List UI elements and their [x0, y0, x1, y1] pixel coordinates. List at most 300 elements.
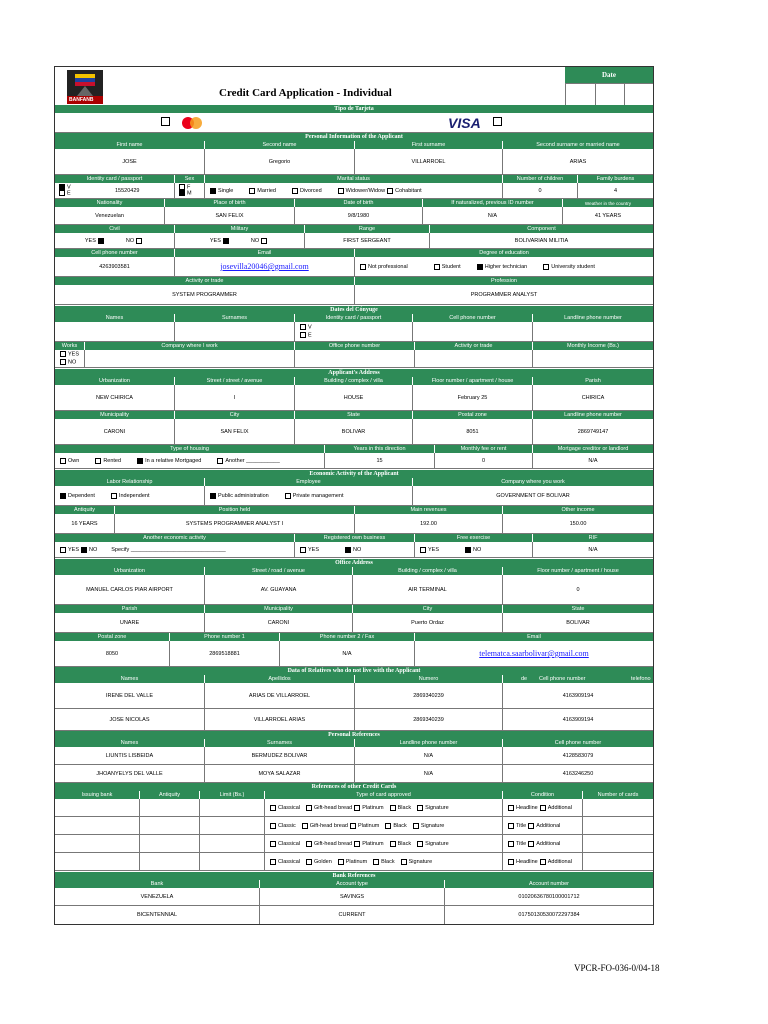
h-office-phone1: Phone number 1 [170, 633, 280, 641]
housing-relative-checkbox[interactable] [137, 458, 143, 464]
h-ref-landline: Landline phone number [355, 739, 503, 747]
h-cr-cards: Number of cards [597, 792, 639, 798]
independent-checkbox[interactable] [111, 493, 117, 499]
cr-cond-1-checkbox[interactable] [508, 805, 514, 811]
h-nationality: Nationality [55, 199, 165, 207]
h-dob: Date of birth [295, 199, 423, 207]
h-landline: Landline phone number [564, 412, 622, 418]
relative-number[interactable]: 2869340239 [355, 683, 503, 708]
h-rel-telefono: telefono [631, 676, 651, 682]
h-office-municipality: Municipality [205, 605, 353, 613]
date-year-field[interactable] [624, 83, 653, 105]
h-mortgage: Mortgage creditor or landlord [557, 446, 629, 452]
housing-own-checkbox[interactable] [60, 458, 66, 464]
postal-field[interactable]: 8051 [413, 419, 533, 444]
cr-type-4-label: Black [393, 822, 407, 829]
children-field[interactable]: 0 [503, 183, 578, 198]
company-field[interactable]: GOVERNMENT OF BOLIVAR [496, 492, 570, 499]
h-office-street: Street / road / avenue [205, 567, 353, 575]
edu-university-checkbox[interactable] [543, 264, 549, 270]
years-field[interactable]: 15 [325, 453, 435, 468]
h-spouse-surnames: Surnames [175, 314, 295, 322]
bank-ref-row [55, 888, 653, 906]
housing-relative-label: In a relative Mortgaged [145, 457, 202, 464]
relative-cell[interactable]: 4163909194 [562, 692, 594, 699]
naturalized-field[interactable]: N/A [423, 207, 563, 224]
credit-refs-header [55, 791, 653, 799]
spouse-office-phone-field[interactable] [295, 350, 415, 367]
office-row-2 [55, 613, 653, 633]
h-rel-de: de [521, 676, 528, 682]
free-no-checkbox[interactable] [465, 547, 471, 553]
cr-cond-2-label: Additional [547, 858, 572, 865]
h-office-parish: Parish [55, 605, 205, 613]
h-cr-limit: Limit (Bs.) [200, 791, 265, 799]
rif-field[interactable]: N/A [588, 546, 598, 553]
h-parish: Parish [585, 378, 601, 384]
spouse-id-e-label: E [308, 331, 312, 338]
h-office-building: Building / complex / villa [353, 567, 503, 575]
edu-not-professional-checkbox[interactable] [360, 264, 366, 270]
section-address: Applicant's Address [55, 369, 653, 377]
economic-header-1 [55, 478, 653, 486]
relative-number[interactable]: 2869340239 [355, 709, 503, 730]
spouse-surnames-field[interactable] [175, 322, 295, 341]
second-name-field[interactable]: Gregorio [205, 149, 355, 174]
sex-m-label: M [187, 190, 192, 197]
h-first-name: First name [55, 141, 205, 149]
h-spouse-activity: Activity or trade [415, 342, 533, 350]
address-header-3 [55, 445, 653, 453]
cr-type-5-label: Signature [425, 804, 449, 811]
id-number-field[interactable]: 15520429 [115, 188, 140, 194]
birthplace-field[interactable]: SAN FELIX [165, 207, 295, 224]
personal-row-3 [55, 207, 653, 225]
cr-cards-field[interactable] [583, 835, 653, 852]
h-bank: Bank [55, 880, 260, 888]
cr-type-3-label: Platinum [362, 840, 384, 847]
h-military: Military [175, 225, 305, 233]
h-office-state: State [571, 606, 585, 612]
reference-row [55, 747, 653, 765]
personal-row-1 [55, 149, 653, 175]
cr-type-3-label: Platinum [345, 858, 368, 865]
office-floor-field[interactable]: 0 [576, 586, 580, 593]
fee-field[interactable]: 0 [435, 453, 533, 468]
mastercard-logo [179, 117, 205, 131]
cr-type-4-label: Black [381, 858, 395, 865]
spouse-landline-field[interactable] [533, 322, 653, 341]
relative-cell[interactable]: 4163909194 [562, 716, 594, 723]
cell-field[interactable]: 4263903581 [55, 257, 175, 276]
cr-cond-2-label: Additional [536, 822, 561, 829]
cr-antiquity-field[interactable] [140, 817, 200, 834]
edu-student-checkbox[interactable] [434, 264, 440, 270]
h-other-income: Other income [561, 507, 595, 513]
h-spouse-company: Company where I work [85, 342, 295, 350]
cr-type-2-checkbox[interactable] [302, 823, 308, 829]
cr-limit-field[interactable] [200, 853, 265, 870]
antiquity-field[interactable]: 16 YEARS [55, 514, 115, 533]
dependent-checkbox[interactable] [60, 493, 66, 499]
office-building-field[interactable]: AIR TERMINAL [353, 575, 503, 604]
cr-type-4-checkbox[interactable] [385, 823, 391, 829]
marital-divorced-checkbox[interactable] [292, 188, 298, 194]
private-mgmt-label: Private management [292, 492, 344, 499]
h-office-postal: Postal zone [55, 633, 170, 641]
cr-antiquity-field[interactable] [140, 799, 200, 816]
floor-field[interactable]: February 25 [413, 385, 533, 410]
component-field[interactable]: BOLIVARIAN MILITIA [514, 237, 569, 244]
section-economic: Economic Activity of the Applicant [55, 470, 653, 478]
works-yes-label: YES [68, 351, 80, 358]
h-ref-surnames: Surnames [205, 739, 355, 747]
section-spouse: Dates del Cónyuge [55, 306, 653, 314]
spouse-company-field[interactable] [85, 350, 295, 367]
works-yes-checkbox[interactable] [60, 351, 66, 357]
cr-type-4-label: Black [397, 840, 412, 847]
spouse-names-field[interactable] [55, 322, 175, 341]
office-email-link[interactable]: telematca.saarbolivar@gmail.com [479, 649, 589, 658]
military-no-label: NO [250, 237, 260, 244]
military-yes-checkbox[interactable] [223, 238, 229, 244]
cr-limit-field[interactable] [200, 835, 265, 852]
cr-type-1-checkbox[interactable] [270, 841, 276, 847]
reference-landline[interactable]: N/A [355, 765, 503, 782]
cr-type-5-checkbox[interactable] [413, 823, 419, 829]
mortgage-field[interactable]: N/A [588, 457, 598, 464]
h-spouse-cell: Cell phone number [413, 314, 533, 322]
spouse-cell-field[interactable] [413, 322, 533, 341]
cr-cond-1-checkbox[interactable] [508, 841, 514, 847]
cr-type-3-checkbox[interactable] [354, 805, 360, 811]
civil-yes-checkbox[interactable] [98, 238, 104, 244]
military-no-checkbox[interactable] [261, 238, 267, 244]
housing-rented-label: Rented [103, 457, 122, 464]
office-phone2-field[interactable]: N/A [280, 641, 415, 666]
free-yes-checkbox[interactable] [420, 547, 426, 553]
cr-type-2-checkbox[interactable] [306, 841, 312, 847]
h-municipality: Municipality [55, 411, 175, 419]
cr-bank-field[interactable] [55, 799, 140, 816]
cr-cond-2-checkbox[interactable] [528, 841, 534, 847]
cr-type-2-label: Gift-head bread [314, 840, 353, 847]
public-admin-checkbox[interactable] [210, 493, 216, 499]
office-state-field[interactable]: BOLIVAR [566, 619, 590, 626]
office-postal-field[interactable]: 8050 [55, 641, 170, 666]
h-cell: Cell phone number [55, 249, 175, 257]
spouse-id-v-label: V [308, 324, 312, 331]
housing-another-checkbox[interactable] [217, 458, 223, 464]
cr-bank-field[interactable] [55, 835, 140, 852]
h-weather: Weather in the country [584, 200, 632, 206]
cr-type-1-label: Classical [278, 840, 301, 847]
cr-cond-2-checkbox[interactable] [540, 805, 546, 811]
office-parish-field[interactable]: UNARE [55, 613, 205, 632]
marital-single-label: Single [218, 187, 234, 194]
section-office: Office Address [55, 559, 653, 567]
mastercard-checkbox[interactable] [161, 117, 170, 126]
reference-cell[interactable]: 4163246250 [562, 770, 594, 777]
cr-type-2-checkbox[interactable] [306, 859, 312, 865]
cr-type-5-checkbox[interactable] [417, 805, 423, 811]
h-spouse-names: Names [55, 314, 175, 322]
edu-not-professional-label: Not professional [368, 263, 408, 270]
landline-field[interactable]: 2869749147 [577, 428, 609, 435]
bank-name[interactable]: VENEZUELA [55, 888, 260, 905]
reference-name[interactable]: JHOANYELYS DEL VALLE [55, 765, 205, 782]
reference-name[interactable]: LIUNTIS LISBEIDA [55, 747, 205, 764]
cr-cond-2-checkbox[interactable] [540, 859, 546, 865]
personal-row-6 [55, 285, 653, 305]
account-type[interactable]: SAVINGS [260, 888, 445, 905]
specify-field[interactable]: Specify _______________________________ [111, 546, 226, 553]
revenue-field[interactable]: 192.00 [355, 514, 503, 533]
cr-type-4-label: Black [397, 804, 412, 811]
profession-field[interactable]: PROGRAMMER ANALYST [470, 291, 538, 298]
cr-type-3-checkbox[interactable] [354, 841, 360, 847]
h-company: Company where you work [501, 479, 565, 485]
marital-divorced-label: Divorced [299, 187, 322, 194]
spouse-row-1 [55, 322, 653, 342]
marital-cohabitant-label: Cohabitant [395, 187, 422, 194]
h-registered: Registered own business [295, 534, 415, 542]
another-yes-checkbox[interactable] [60, 547, 66, 553]
office-city-field[interactable]: Puerto Ordaz [353, 613, 503, 632]
cr-type-1-checkbox[interactable] [270, 805, 276, 811]
spouse-id-v-checkbox[interactable] [300, 324, 306, 330]
independent-label: Independent [118, 492, 150, 499]
h-position: Position held [115, 506, 355, 514]
section-bank-refs: Bank References [55, 872, 653, 880]
civil-no-checkbox[interactable] [136, 238, 142, 244]
h-office-phone2: Phone number 2 / Fax [280, 633, 415, 641]
h-building: Building / complex / villa [295, 377, 413, 385]
marital-cohabitant-checkbox[interactable] [387, 188, 393, 194]
relative-name[interactable]: JOSE NICOLAS [55, 709, 205, 730]
economic-header-3 [55, 534, 653, 542]
id-v-checkbox[interactable] [59, 184, 65, 190]
id-e-checkbox[interactable] [59, 190, 65, 196]
page-title: Credit Card Application - Individual [219, 87, 392, 99]
edu-higher-tech-label: Higher technician [484, 263, 528, 270]
cr-type-5-checkbox[interactable] [401, 859, 407, 865]
cr-cards-field[interactable] [583, 799, 653, 816]
civil-yes-label: YES [84, 237, 96, 244]
reference-surname[interactable]: BERMUDEZ BOLIVAR [205, 747, 355, 764]
relative-row [55, 683, 653, 709]
cr-bank-field[interactable] [55, 817, 140, 834]
credit-ref-row [55, 853, 653, 871]
range-field[interactable]: FIRST SERGEANT [305, 233, 430, 248]
h-ref-names: Names [55, 739, 205, 747]
cr-type-5-label: Signature [420, 822, 445, 829]
reference-cell[interactable]: 4128583079 [562, 752, 594, 759]
position-field[interactable]: SYSTEMS PROGRAMMER ANALYST I [115, 514, 355, 533]
spouse-id-e-checkbox[interactable] [300, 332, 306, 338]
marital-single-checkbox[interactable] [210, 188, 216, 194]
relatives-header [55, 675, 653, 683]
form-code: VPCR-FO-036-0/04-18 [574, 963, 660, 973]
h-revenue: Main revenues [355, 506, 503, 514]
relative-surname[interactable]: ARIAS DE VILLARROEL [205, 683, 355, 708]
first-surname-field[interactable]: VILLARROEL [355, 149, 503, 174]
cr-type-4-checkbox[interactable] [390, 841, 396, 847]
relative-surname[interactable]: VILLARROEL ARIAS [205, 709, 355, 730]
office-street-field[interactable]: AV. GUAYANA [205, 575, 353, 604]
building-field[interactable]: HOUSE [295, 385, 413, 410]
office-municipality-field[interactable]: CARONI [205, 613, 353, 632]
reference-landline[interactable]: N/A [355, 747, 503, 764]
urbanization-field[interactable]: NEW CHIRICA [55, 385, 175, 410]
date-day-field[interactable] [565, 83, 595, 105]
family-field[interactable]: 4 [613, 187, 618, 194]
free-no-label: NO [473, 546, 482, 553]
cr-type-1-checkbox[interactable] [270, 823, 276, 829]
private-mgmt-checkbox[interactable] [285, 493, 291, 499]
cr-cond-1-checkbox[interactable] [508, 859, 514, 865]
cr-cond-1-label: Title [516, 822, 527, 829]
h-spouse-income: Monthly Income (Bs.) [567, 343, 619, 349]
email-link[interactable]: josevilla20046@gmail.com [220, 262, 309, 271]
cr-type-4-checkbox[interactable] [390, 805, 396, 811]
activity-field[interactable]: SYSTEM PROGRAMMER [55, 285, 355, 304]
cr-bank-field[interactable] [55, 853, 140, 870]
cr-type-5-label: Signature [425, 840, 449, 847]
personal-header-4 [55, 225, 653, 233]
h-cr-type: Type of card approved [265, 791, 503, 799]
spouse-header-1 [55, 314, 653, 322]
marital-married-checkbox[interactable] [249, 188, 255, 194]
parish-field[interactable]: CHIRICA [581, 394, 605, 401]
h-birthplace: Place of birth [165, 199, 295, 207]
section-card-type: Tipo de Tarjeta [55, 105, 653, 113]
cr-type-2-checkbox[interactable] [306, 805, 312, 811]
cr-cards-field[interactable] [583, 853, 653, 870]
marital-married-label: Married [257, 187, 276, 194]
cr-type-1-label: Classical [278, 858, 301, 865]
office-header-2 [55, 605, 653, 613]
military-yes-label: YES [209, 237, 221, 244]
other-income-field[interactable]: 150.00 [569, 520, 587, 527]
registered-no-checkbox[interactable] [345, 547, 351, 553]
h-urbanization: Urbanization [55, 377, 175, 385]
h-second-surname: Second surname or married name [536, 142, 620, 148]
bank-logo [67, 70, 103, 104]
h-housing: Type of housing [55, 445, 325, 453]
works-no-checkbox[interactable] [60, 359, 66, 365]
h-works: Works [55, 342, 85, 350]
cr-cards-field[interactable] [583, 817, 653, 834]
cr-antiquity-field[interactable] [140, 835, 200, 852]
sex-f-checkbox[interactable] [179, 184, 185, 190]
h-account-number: Account number [528, 881, 570, 887]
cr-type-3-checkbox[interactable] [338, 859, 344, 865]
economic-row-3 [55, 542, 653, 558]
sex-m-checkbox[interactable] [179, 190, 185, 196]
date-box [565, 67, 653, 105]
date-month-field[interactable] [595, 83, 624, 105]
economic-header-2 [55, 506, 653, 514]
h-cr-antiquity: Antiquity [140, 791, 200, 799]
cr-type-3-label: Platinum [362, 804, 384, 811]
registered-yes-checkbox[interactable] [300, 547, 306, 553]
bank-ref-row [55, 906, 653, 924]
cr-limit-field[interactable] [200, 799, 265, 816]
registered-yes-label: YES [308, 546, 320, 553]
spouse-income-field[interactable] [533, 350, 653, 367]
cr-type-1-checkbox[interactable] [270, 859, 276, 865]
h-free: Free exercise [415, 534, 533, 542]
street-field[interactable]: I [175, 385, 295, 410]
bank-name[interactable]: BICENTENNIAL [55, 906, 260, 924]
another-yes-label: YES [68, 546, 80, 553]
housing-rented-checkbox[interactable] [95, 458, 101, 464]
office-urbanization-field[interactable]: MANUEL CARLOS PIAR AIRPORT [55, 575, 205, 604]
h-children: Number of children [503, 175, 578, 183]
cr-type-5-checkbox[interactable] [417, 841, 423, 847]
h-activity: Activity or trade [55, 277, 355, 285]
marital-widow-checkbox[interactable] [338, 188, 344, 194]
cr-cond-2-checkbox[interactable] [528, 823, 534, 829]
h-rel-number: Numero [355, 675, 503, 683]
account-type[interactable]: CURRENT [260, 906, 445, 924]
account-number[interactable]: 01020636780100001712 [518, 893, 580, 900]
registered-no-label: NO [353, 546, 362, 553]
address-row-1 [55, 385, 653, 411]
relative-name[interactable]: IRENE DEL VALLE [55, 683, 205, 708]
h-id: Identity card / passport [55, 175, 175, 183]
cr-antiquity-field[interactable] [140, 853, 200, 870]
works-no-label: NO [68, 358, 77, 365]
city-field[interactable]: SAN FELIX [175, 419, 295, 444]
cr-cond-1-checkbox[interactable] [508, 823, 514, 829]
sex-f-label: F [187, 184, 191, 191]
cr-type-3-checkbox[interactable] [350, 823, 356, 829]
section-personal: Personal Information of the Applicant [55, 133, 653, 141]
second-surname-field[interactable]: ARIAS [569, 158, 587, 165]
spouse-activity-field[interactable] [415, 350, 533, 367]
first-name-field[interactable]: JOSE [55, 149, 205, 174]
edu-higher-tech-checkbox[interactable] [477, 264, 483, 270]
cr-type-4-checkbox[interactable] [373, 859, 379, 865]
municipality-field[interactable]: CARONI [55, 419, 175, 444]
cr-limit-field[interactable] [200, 817, 265, 834]
spouse-header-2 [55, 342, 653, 350]
h-street: Street / street / avenue [175, 377, 295, 385]
another-no-checkbox[interactable] [81, 547, 87, 553]
dob-field[interactable]: 9/8/1980 [295, 207, 423, 224]
visa-checkbox[interactable] [493, 117, 502, 126]
weather-field[interactable]: 41 YEARS [594, 212, 622, 219]
h-fee: Monthly fee or rent [435, 445, 533, 453]
office-phone1-field[interactable]: 2869518881 [170, 641, 280, 666]
h-spouse-office-phone: Office phone number [295, 342, 415, 350]
state-field[interactable]: BOLIVAR [295, 419, 413, 444]
account-number[interactable]: 01750130530072297384 [518, 912, 580, 918]
edu-university-label: University student [551, 263, 595, 270]
personal-header-1 [55, 141, 653, 149]
personal-row-4 [55, 233, 653, 249]
edu-student-label: Student [441, 263, 461, 270]
cr-cond-2-label: Additional [536, 840, 561, 847]
h-state: State [295, 411, 413, 419]
nationality-field[interactable]: Venezuelan [55, 207, 165, 224]
reference-surname[interactable]: MOYA SALAZAR [205, 765, 355, 782]
h-account-type: Account type [260, 880, 445, 888]
h-ref-cell: Cell phone number [554, 740, 602, 746]
office-header-3 [55, 633, 653, 641]
